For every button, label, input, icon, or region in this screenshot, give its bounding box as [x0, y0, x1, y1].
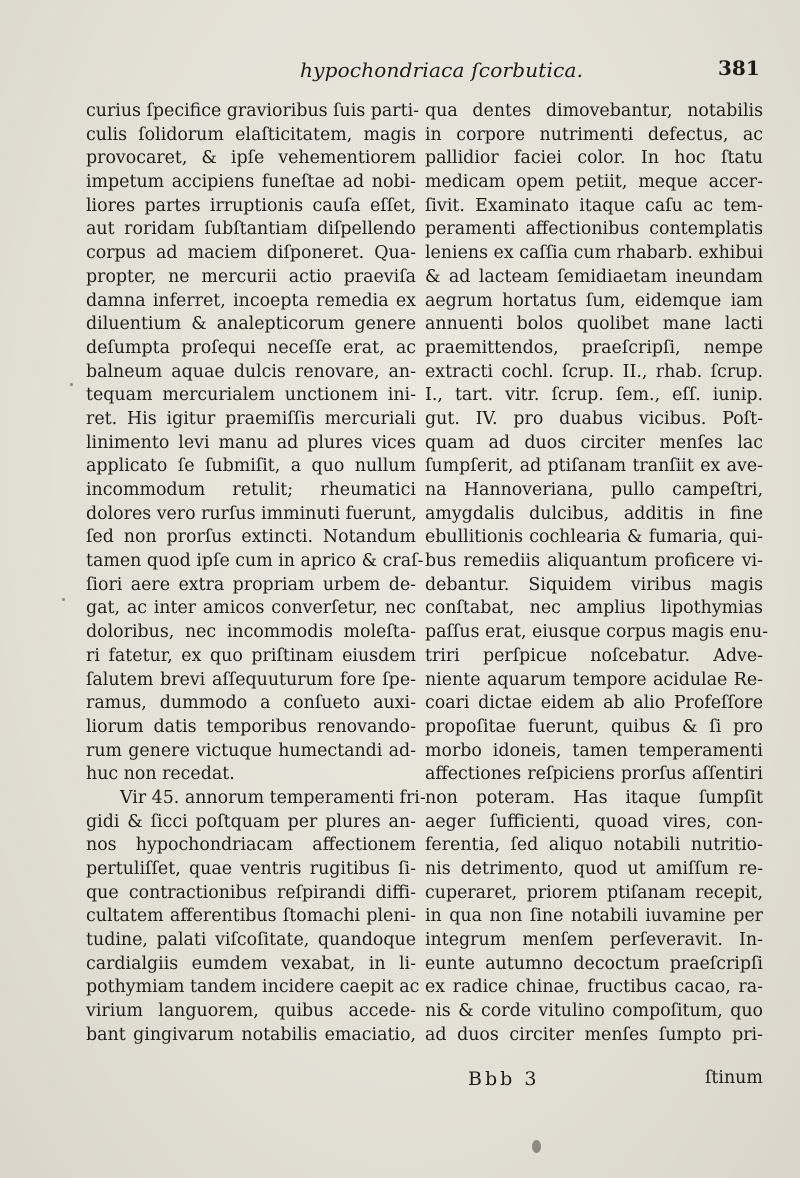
text-line: huc non recedat.	[86, 764, 235, 785]
text-line: virium languorem, quibus accede-	[86, 1001, 416, 1022]
text-line: que contractionibus reſpirandi diffi-	[86, 882, 416, 903]
ink-speck	[62, 598, 65, 601]
text-line: nis detrimento, quod ut amiſſum re-	[425, 859, 763, 879]
text-line: cultatem afferentibus ſtomachi pleni-	[86, 906, 416, 927]
text-line: ex radice chinae, fructibus cacao, ra-	[425, 977, 763, 998]
text-line: ſed non prorſus extincti. Notandum	[86, 527, 416, 548]
text-line: morbo idoneis, tamen temperamenti	[425, 740, 763, 761]
text-line: rum genere victuque humectandi ad-	[86, 740, 416, 761]
text-line: tamen quod ipſe cum in aprico & craſ-	[86, 551, 424, 572]
left-column	[86, 100, 426, 1048]
text-line: corpus ad maciem diſponeret. Qua-	[86, 243, 416, 264]
text-line: propter, ne mercurii actio praeviſa	[86, 266, 416, 287]
text-line: ret. His igitur praemiſſis mercuriali	[86, 408, 416, 429]
text-line: ſumpſerit, ad ptiſanam tranſiit ex ave-	[425, 456, 763, 477]
text-line: tudine, palati viſcoſitate, quandoque	[86, 930, 416, 951]
text-line: cardialgiis eumdem vexabat, in li-	[86, 953, 416, 974]
text-line: incommodum retulit; rheumatici	[86, 480, 416, 500]
text-line: na Hannoveriana, pullo campeſtri,	[425, 480, 763, 500]
page-number: 381	[718, 56, 760, 80]
text-line: curius ſpecifice gravioribus ſuis parti-	[86, 101, 420, 121]
text-line: nos hypochondriacam affectionem	[86, 835, 416, 856]
text-line: aut roridam ſubſtantiam diſpellendo	[86, 219, 416, 240]
text-line: culis ſolidorum elaſticitatem, magis	[86, 124, 416, 145]
text-line: dolores vero rurſus imminuti fuerunt,	[86, 503, 417, 524]
text-line: impetum accipiens funeſtae ad nobi-	[86, 172, 416, 193]
text-line: ſiori aere extra propriam urbem de-	[86, 574, 416, 595]
text-line: triri perſpicue noſcebatur. Adve-	[425, 645, 763, 666]
text-line: quam ad duos circiter menſes lac	[425, 432, 763, 453]
text-line: provocaret, & ipſe vehementiorem	[86, 148, 416, 169]
text-line: aeger ſufficienti, quoad vires, con-	[425, 811, 763, 832]
text-line: medicam opem petiit, meque accer-	[425, 172, 763, 193]
ink-speck	[532, 1140, 541, 1153]
text-line: niente aquarum tempore acidulae Re-	[425, 669, 763, 690]
text-line: in qua non ſine notabili iuvamine per	[425, 906, 763, 927]
text-line: gut. IV. pro duabus vicibus. Poſt-	[425, 408, 763, 429]
text-line: linimento levi manu ad plures vices	[86, 432, 416, 453]
text-line: propoſitae fuerunt, quibus & ſi pro	[425, 716, 763, 737]
text-line: bant gingivarum notabilis emaciatio,	[86, 1024, 416, 1045]
text-line: cuperaret, priorem ptiſanam recepit,	[425, 882, 763, 903]
text-line: Vir 45. annorum temperamenti fri-	[120, 787, 426, 808]
text-line: conſtabat, nec amplius lipothymias	[425, 598, 763, 619]
text-line: doloribus, nec incommodis moleſta-	[86, 622, 416, 643]
text-line: applicato ſe ſubmiſit, a quo nullum	[86, 456, 416, 477]
text-line: integrum menſem perſeveravit. In-	[425, 930, 763, 951]
text-line: nis & corde vitulino compoſitum, quo	[425, 1001, 763, 1022]
text-line: qua dentes dimovebantur, notabilis	[425, 101, 763, 121]
text-line: eunte autumno decoctum praeſcripſi	[425, 953, 763, 974]
text-line: pallidior faciei color. In hoc ſtatu	[425, 148, 763, 169]
text-line: non poteram. Has itaque ſumpſit	[425, 787, 763, 808]
text-line: gat, ac inter amicos converſetur, nec	[86, 598, 416, 619]
text-line: praemittendos, praeſcripſi, nempe	[425, 337, 763, 358]
text-line: diluentium & analepticorum genere	[86, 314, 416, 335]
text-line: gidi & ſicci poſtquam per plures an-	[86, 811, 416, 832]
text-line: damna inferret, incoepta remedia ex	[86, 290, 416, 311]
text-line: paſſus erat, eiusque corpus magis enu-	[425, 622, 769, 643]
text-line: ſivit. Examinato itaque caſu ac tem-	[425, 195, 763, 216]
text-line: extracti cochl. ſcrup. II., rhab. ſcrup.	[425, 361, 763, 382]
text-line: liorum datis temporibus renovando-	[86, 716, 416, 737]
text-line: tequam mercurialem unctionem ini-	[86, 385, 416, 406]
text-line: balneum aquae dulcis renovare, an-	[86, 361, 416, 382]
text-line: leniens ex caſſia cum rhabarb. exhibui	[425, 243, 764, 264]
text-line: I., tart. vitr. ſcrup. ſem., eſſ. iunip.	[425, 385, 763, 406]
text-line: ramus, dummodo a conſueto auxi-	[86, 693, 416, 714]
signature-mark: Bbb 3	[468, 1068, 540, 1090]
text-line: affectiones reſpiciens prorſus aſſentiri	[425, 764, 763, 785]
text-line: coari dictae eidem ab alio Profeſſore	[425, 693, 763, 714]
text-line: ebullitionis cochlearia & fumaria, qui-	[425, 527, 763, 548]
text-line: ad duos circiter menſes ſumpto pri-	[425, 1024, 763, 1045]
text-line: ri fatetur, ex quo priſtinam eiusdem	[86, 645, 416, 666]
text-line: pertuliſſet, quae ventris rugitibus ſi-	[86, 859, 416, 879]
right-column	[425, 100, 769, 1048]
text-line: annuenti bolos quolibet mane lacti	[425, 314, 763, 335]
ink-speck	[70, 383, 73, 386]
catchword: ſtinum	[705, 1068, 763, 1088]
text-line: bus remediis aliquantum proficere vi-	[425, 551, 763, 572]
text-line: ferentia, ſed aliquo notabili nutritio-	[425, 835, 763, 856]
text-line: liores partes irruptionis cauſa eſſet,	[86, 195, 416, 216]
text-line: deſumpta proſequi neceſſe erat, ac	[86, 337, 416, 358]
text-line: amygdalis dulcibus, additis in fine	[425, 503, 763, 524]
running-head: hypochondriaca ſcorbutica.	[300, 58, 584, 82]
text-line: in corpore nutrimenti defectus, ac	[425, 124, 763, 145]
text-line: pothymiam tandem incidere caepit ac	[86, 977, 420, 998]
text-line: peramenti affectionibus contemplatis	[425, 219, 763, 240]
text-line: debantur. Siquidem viribus magis	[425, 574, 763, 595]
text-line: aegrum hortatus ſum, eidemque iam	[425, 290, 763, 311]
text-line: & ad lacteam ſemidiaetam ineundam	[425, 266, 763, 287]
text-line: ſalutem brevi aſſequuturum fore ſpe-	[86, 669, 416, 690]
